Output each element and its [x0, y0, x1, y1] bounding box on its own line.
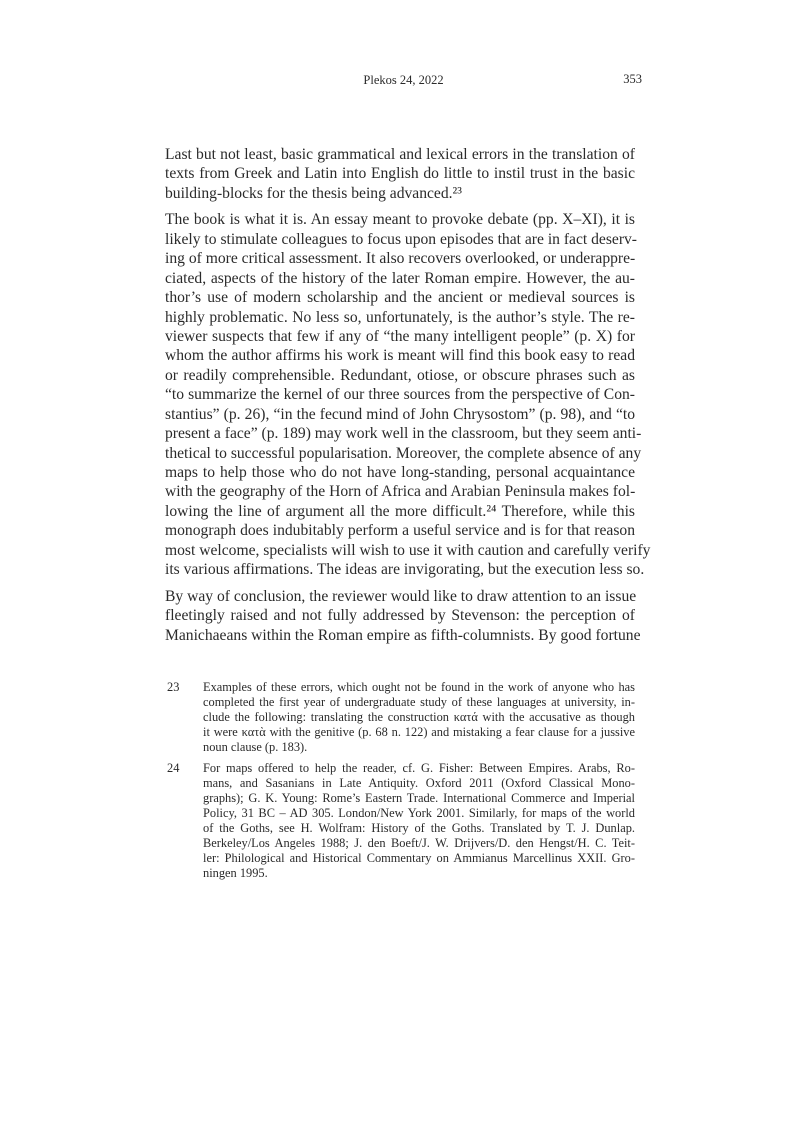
text-line: highly problematic. No less so, unfortunately, is the author’s style. The re-	[165, 308, 635, 326]
text-line: lowing the line of argument all the more difficult.²⁴ Therefore, while this	[165, 502, 635, 520]
journal-title: Plekos 24, 2022	[363, 73, 444, 87]
footnote	[167, 761, 635, 881]
text-line: or readily comprehensible. Redundant, otiose, or obscure phrases such as	[165, 366, 635, 384]
text-line: maps to help those who do not have long-standing, personal acquaintance	[165, 464, 635, 481]
footnote-line: For maps offered to help the reader, cf. G. Fisher: Between Empires. Arabs, Ro-	[203, 761, 635, 775]
text-line: texts from Greek and Latin into English do little to instil trust in the basic	[165, 165, 635, 183]
footnote-line: Examples of these errors, which ought not be found in the work of anyone who has	[203, 680, 635, 694]
text-line: its various affirmations. The ideas are invigorating, but the execution less so.	[165, 561, 645, 579]
text-line: viewer suspects that few if any of “the many intelligent people” (p. X) for	[165, 327, 635, 345]
text-line: monograph does indubitably perform a useful service and is for that reason	[165, 522, 635, 540]
text-line: stantius” (p. 26), “in the fecund mind of John Chrysostom” (p. 98), and “to	[165, 405, 635, 423]
text-line: ing of more critical assessment. It also recovers overlooked, or underappre-	[165, 250, 636, 268]
text-line: Manichaeans within the Roman empire as fifth-columnists. By good fortune	[165, 626, 641, 644]
footnote-number: 24	[167, 761, 180, 775]
text-line: thetical to successful popularisation. Moreover, the complete absence of any	[165, 444, 642, 462]
text-line: building-blocks for the thesis being advanced.²³	[165, 184, 462, 202]
footnote-line: ningen 1995.	[203, 866, 268, 880]
text-line: The book is what it is. An essay meant to provoke debate (pp. X–XI), it is	[165, 211, 635, 229]
text-line: present a face” (p. 189) may work well in the classroom, but they seem anti-	[165, 425, 642, 443]
running-header	[165, 73, 642, 91]
text-line: likely to stimulate colleagues to focus upon episodes that are in fact deserv-	[165, 230, 638, 248]
footnote-number: 23	[167, 680, 180, 694]
text-line: fleetingly raised and not fully addressed by Stevenson: the perception of	[165, 607, 635, 625]
paragraph	[165, 210, 651, 579]
footnote-line: ler: Philological and Historical Commentary on Ammianus Marcellinus XXII. Gro-	[203, 851, 635, 865]
text-line: By way of conclusion, the reviewer would like to draw attention to an issue	[165, 587, 637, 605]
text-line: “to summarize the kernel of our three sources from the perspective of Con-	[165, 386, 635, 404]
text-line: most welcome, specialists will wish to use it with caution and carefully verify	[165, 541, 651, 559]
text-line: with the geography of the Horn of Africa and Arabian Peninsula makes fol-	[165, 483, 636, 501]
footnote-line: completed the first year of undergraduate study of these languages at university, in-	[203, 695, 635, 709]
footnote	[167, 680, 635, 755]
paragraph	[165, 145, 635, 203]
footnote-line: mans, and Sasanians in Late Antiquity. Oxford 2011 (Oxford Classical Mono-	[203, 776, 635, 790]
paragraph	[165, 587, 641, 645]
footnote-line: Berkeley/Los Angeles 1988; J. den Boeft/J. W. Drijvers/D. den Hengst/H. C. Teit-	[203, 836, 635, 850]
body-text	[165, 145, 651, 652]
footnote-line: it were κατὰ with the genitive (p. 68 n. 122) and mistaking a fear clause for a jussive	[203, 725, 635, 739]
text-line: Last but not least, basic grammatical and lexical errors in the translation of	[165, 146, 635, 163]
page-number: 353	[623, 72, 642, 86]
text-line: thor’s use of modern scholarship and the ancient or medieval sources is	[165, 289, 635, 307]
footnote-line: graphs); G. K. Young: Rome’s Eastern Trade. International Commerce and Imperial	[203, 791, 635, 805]
footnote-line: of the Goths, see H. Wolfram: History of the Goths. Translated by T. J. Dunlap.	[203, 821, 635, 835]
footnote-line: clude the following: translating the construction κατά with the accusative as though	[203, 710, 635, 724]
text-line: ciated, aspects of the history of the later Roman empire. However, the au-	[165, 269, 635, 287]
text-line: whom the author affirms his work is meant will find this book easy to read	[165, 347, 635, 365]
footnote-line: noun clause (p. 183).	[203, 740, 308, 754]
footnote-line: Policy, 31 BC – AD 305. London/New York 2001. Similarly, for maps of the world	[203, 806, 635, 820]
footnotes	[167, 680, 635, 887]
